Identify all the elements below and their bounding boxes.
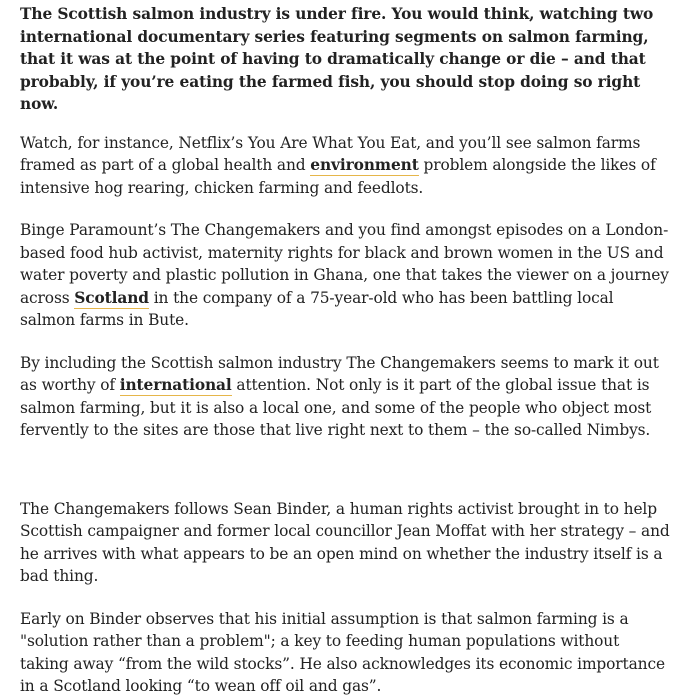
article-lede: The Scottish salmon industry is under fire. You would think, watching two international documentary series featuring segments on salmon farming, that it was at the point of having to dramatically change or die – and that probably, if you’re eating the farmed fish, you should stop doing so right now. [20, 5, 654, 113]
environment-link[interactable]: environment [310, 156, 419, 174]
article-body [20, 0, 670, 698]
paragraph-text: Watch, for instance, Netflix’s You Are What You Eat, and you’ll see salmon farms framed as part of a global health and [20, 133, 641, 174]
paragraph-text: in the company of a 75-year-old who has been battling local salmon farms in Bute. [20, 288, 614, 329]
paragraph-paramount [20, 219, 670, 332]
paragraph-text: Binge Paramount’s The Changemakers and you find amongst episodes on a London-based food hub activist, maternity rights for black and brown women in the US and water poverty and plastic pollution in Ghana, one that takes the viewer on a journey across [20, 221, 669, 307]
paragraph-netflix [20, 132, 670, 200]
scotland-link[interactable]: Scotland [74, 288, 149, 307]
paragraph-text: By including the Scottish salmon industry The Changemakers seems to mark it out as worthy of [20, 353, 659, 394]
paragraph-early-on: Early on Binder observes that his initial assumption is that salmon farming is a "solution rather than a problem"; a key to feeding human populations without taking away “from the wild stocks”. He also acknowledges its economic importance in a Scotland looking “to wean off oil and gas”. [20, 609, 665, 695]
paragraph-text: attention. Not only is it part of the global issue that is salmon farming, but it is also a local one, and some of the people who object most fervently to the sites are those that live right next to them – the so-called Nimbys. [20, 376, 652, 439]
paragraph-text: problem alongside the likes of intensive hog rearing, chicken farming and feedlots. [20, 156, 656, 197]
paragraph-international [20, 352, 670, 442]
international-link[interactable]: international [119, 376, 232, 394]
paragraph-sean-binder: The Changemakers follows Sean Binder, a human rights activist brought in to help Scottish campaigner and former local councillor Jean Moffat with her strategy – and he arrives with what appears to be an open mind on whether the industry itself is a bad thing. [20, 499, 670, 585]
